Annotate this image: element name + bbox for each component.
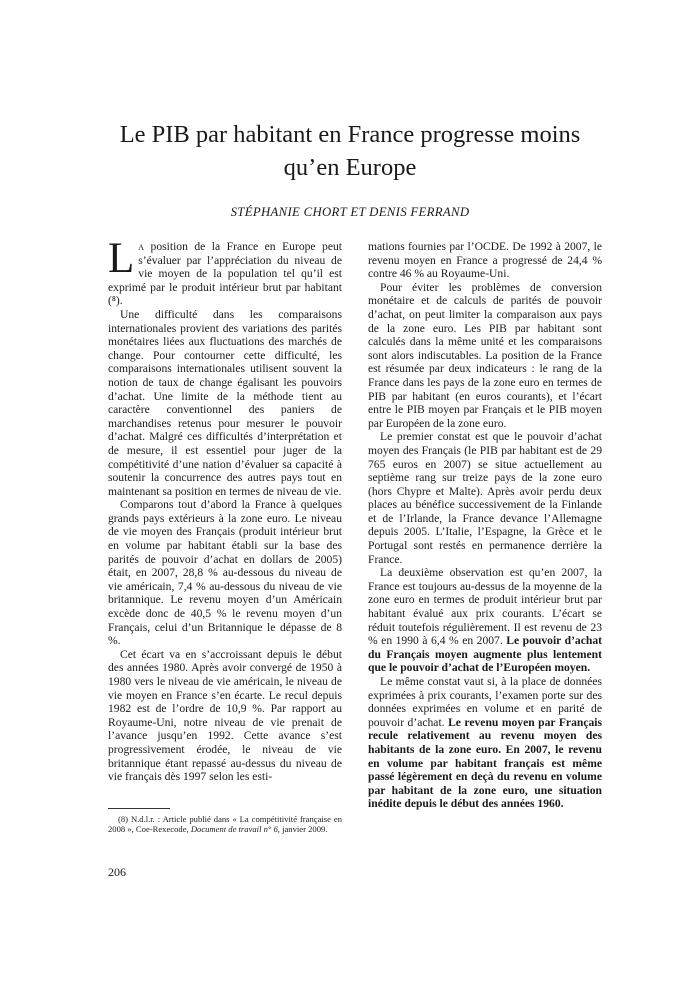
footnote-text-1: (8) N.d.l.r. : Article publié dans « La compétitivité française en 2008 », Coe-Rexecode, bbox=[108, 814, 342, 835]
paragraph-right-4 bbox=[368, 566, 602, 675]
paragraph-left-2: Une difficulté dans les comparaisons internationales provient des variations des parités monétaires liées aux fluctuations des marchés de change. Pour contourner cette difficulté, les comparaisons internationales utilisent souvent la notion de taux de change égalisant les pouvoirs d’achat. Une limite de la méthode tient au caractère conventionnel des paniers de marchandises retenus pour mesurer le pouvoir d’achat. Malgré ces difficultés d’interprétation et de mesure, il est essentiel pour juger de la compétitivité d’une nation d’évaluer sa capacité à soutenir la concurrence des autres pays tout en maintenant sa position en termes de niveau de vie. bbox=[108, 307, 342, 498]
left-column bbox=[108, 235, 342, 784]
paragraph-left-3: Comparons tout d’abord la France à quelques grands pays extérieurs à la zone euro. Le niveau de vie moyen des Français (produit intérieur brut en volume par habitant établi sur la base des parités de pouvoir d’achat en dollars de 2005) était, en 2007, 28,8 % au-dessous du niveau de vie américain, 7,4 % au-dessous du niveau de vie britannique. Le revenu moyen d’un Américain excède donc de 40,5 % le revenu moyen d’un Français, celui d’un Britannique le dépasse de 8 %. bbox=[108, 498, 342, 648]
paragraph-right-5-bold: Le revenu moyen par Français recule relativement au revenu moyen des habitants de la zone euro. En 2007, le revenu en volume par habitant français est même passé légèrement en deçà du revenu en volume par habitant de la zone euro, une situation inédite depuis le début des années 1960. bbox=[368, 715, 602, 811]
article-title bbox=[80, 118, 620, 184]
title-line-1: Le PIB par habitant en France progresse moins bbox=[119, 121, 581, 148]
drop-cap: L bbox=[108, 235, 135, 282]
page-number: 206 bbox=[108, 865, 126, 879]
paragraph-right-3: Le premier constat est que le pouvoir d’achat moyen des Français (le PIB par habitant est de 29 765 euros en 2007) se situe actuellement au septième rang sur treize pays de la zone euro (hors Chypre et Malte). Après avoir perdu deux places au bénéfice successivement de la Finlande et de l’Irlande, la France devance l’Allemagne depuis 2005. L’Italie, l’Espagne, la Grèce et le Portugal sont restés en permanence derrière la France. bbox=[368, 430, 602, 566]
footnote-italic: Document de travail n° 6 bbox=[190, 824, 278, 835]
paragraph-right-4-text: La deuxième observation est qu’en 2007, la France est toujours au-dessus de la moyenne de la zone euro en termes de produit intérieur brut par habitant évalué aux prix courants. L’écart se réduit toutefois régulièrement. Il est revenu de 23 % en 1990 à 6,4 % en 2007. bbox=[368, 566, 602, 648]
paragraph-right-1: mations fournies par l’OCDE. De 1992 à 2007, le revenu moyen en France a progressé de 24,4 % contre 46 % au Royaume-Uni. bbox=[368, 240, 602, 281]
footnote-text-2: , janvier 2009. bbox=[277, 824, 328, 835]
article-authors: STÉPHANIE CHORT ET DENIS FERRAND bbox=[230, 205, 470, 219]
title-line-2: qu’en Europe bbox=[283, 154, 417, 181]
right-column bbox=[368, 240, 602, 811]
paragraph-right-2: Pour éviter les problèmes de conversion monétaire et de calculs de parités de pouvoir d’achat, on peut limiter la comparaison aux pays de la zone euro. Les PIB par habitant sont calculés dans la même unité et les comparaisons sont alors indiscutables. La position de la France est résumée par deux indicateurs : le rang de la France dans les pays de la zone euro en termes de PIB par habitant (en euros courants), et l’écart entre le PIB moyen par Français et le PIB moyen par Européen de la zone euro. bbox=[368, 280, 602, 430]
footnote-divider bbox=[108, 808, 170, 809]
paragraph-right-5 bbox=[368, 675, 602, 811]
intro-text: position de la France en Europe peut s’évaluer par l’appréciation du niveau de vie moyen de la population tel qu’il est exprimé par le produit intérieur brut par habitant (⁸). bbox=[108, 240, 342, 308]
intro-small-cap: a bbox=[138, 240, 145, 253]
paragraph-right-4-bold: Le pouvoir d’achat du Français moyen augmente plus lentement que le pouvoir d’achat de l’Européen moyen. bbox=[368, 634, 602, 675]
paragraph-right-5-text: Le même constat vaut si, à la place de données exprimées à prix courants, l’examen porte sur des données exprimées en volume et en parité de pouvoir d’achat. bbox=[368, 675, 602, 729]
paragraph-intro bbox=[108, 235, 342, 308]
paragraph-left-4: Cet écart va en s’accroissant depuis le début des années 1980. Après avoir convergé de 1950 à 1980 vers le niveau de vie américain, le niveau de vie moyen en France s’en écarte. Le recul depuis 1982 est de l’ordre de 10,9 %. Par rapport au Royaume-Uni, notre niveau de vie prenait de l’avance jusqu’en 1992. Cette avance s’est progressivement érodée, le niveau de vie britannique étant repassé au-dessus du niveau de vie français dès 1997 selon les esti- bbox=[108, 647, 342, 784]
footnote bbox=[108, 814, 342, 835]
